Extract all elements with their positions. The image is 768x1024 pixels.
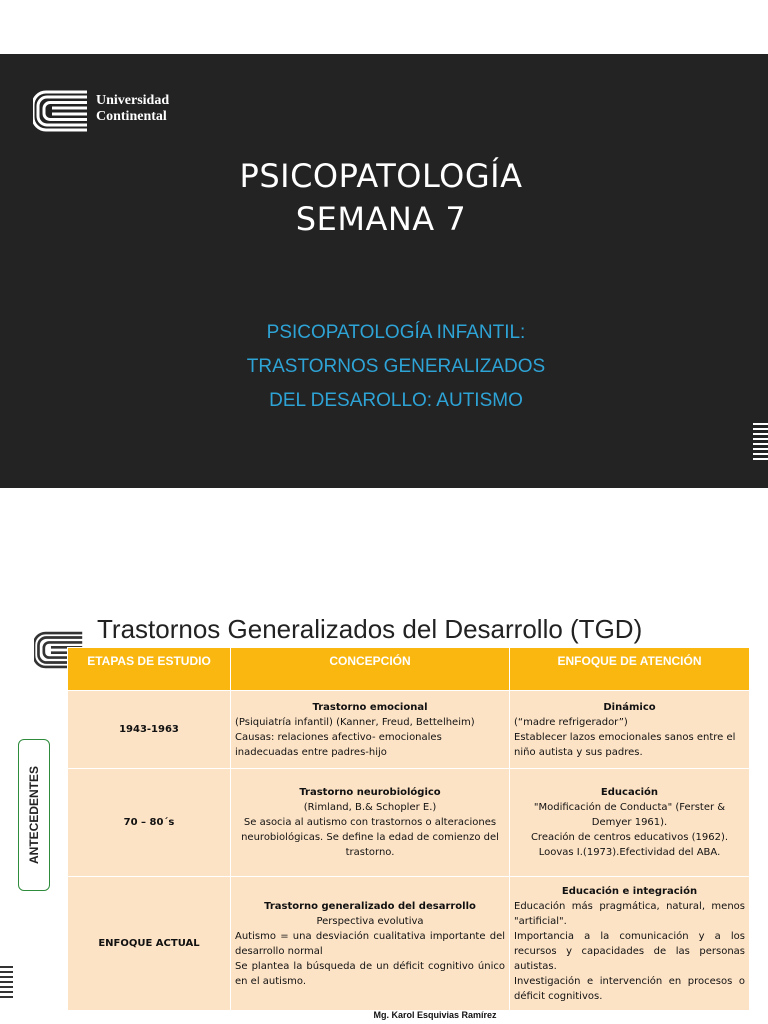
stripes-decoration-icon (0, 966, 13, 1001)
table-row (68, 691, 750, 769)
slide-subtitle (0, 316, 768, 418)
concept-title: Trastorno emocional (312, 701, 428, 713)
author-footer: Mg. Karol Esquivias Ramírez (373, 1010, 497, 1020)
concept-line: (Psiquiatría infantil) (Kanner, Freud, Bettelheim) (235, 716, 475, 728)
universidad-continental-logo-icon (33, 89, 89, 133)
stage-cell: ENFOQUE ACTUAL (68, 877, 231, 1011)
concept-line: Autismo = una desviación cualitativa importante del desarrollo normal (235, 930, 505, 957)
slide-2-title: Trastornos Generalizados del Desarrollo (TGD) (97, 614, 643, 644)
stage-cell: 1943-1963 (68, 691, 231, 769)
focus-line: Loovas I.(1973).Efectividad del ABA. (538, 847, 721, 858)
focus-line: Creación de centros educativos (1962). (530, 832, 729, 843)
table-row (68, 769, 750, 877)
concept-line: Causas: relaciones afectivo- emocionales inadecuadas entre padres-hijo (235, 731, 442, 758)
focus-line: Investigación e intervención en procesos o déficit cognitivos. (514, 975, 745, 1002)
antecedentes-label: ANTECEDENTES (27, 765, 41, 865)
focus-title: Dinámico (603, 701, 656, 713)
title-line-1: PSICOPATOLOGÍA (239, 157, 523, 195)
focus-title: Educación (600, 787, 659, 798)
focus-cell (510, 769, 750, 877)
header-concepcion: CONCEPCIÓN (231, 648, 510, 691)
focus-line: Educación más pragmática, natural, menos "artificial". (514, 900, 745, 927)
focus-line: Importancia a la comunicación y a los recursos y capacidades de las personas autistas. (514, 930, 745, 972)
table-row (68, 877, 750, 1011)
focus-cell (510, 877, 750, 1011)
concept-title: Trastorno neurobiológico (299, 787, 441, 798)
focus-line: Establecer lazos emocionales sanos entre el niño autista y sus padres. (514, 731, 736, 758)
stage-cell: 70 – 80´s (68, 769, 231, 877)
title-slide (0, 54, 768, 488)
focus-cell (510, 691, 750, 769)
concept-cell (231, 769, 510, 877)
focus-line: (“madre refrigerador”) (514, 716, 628, 728)
slide-title (0, 155, 762, 241)
concept-line: Perspectiva evolutiva (316, 915, 424, 927)
focus-title: Educación e integración (561, 885, 698, 897)
logo-line-1: Universidad (96, 93, 170, 108)
subtitle-line-2: TRASTORNOS GENERALIZADOS (246, 356, 546, 377)
concept-cell (231, 877, 510, 1011)
tgd-table (67, 647, 750, 1011)
concept-line: Se asocia al autismo con trastornos o alteraciones neurobiológicas. Se define la edad de comienzo del trastorno. (241, 817, 499, 858)
concept-title: Trastorno generalizado del desarrollo (264, 900, 476, 912)
logo-line-2: Continental (96, 109, 167, 124)
title-line-2: SEMANA 7 (295, 200, 467, 238)
subtitle-line-1: PSICOPATOLOGÍA INFANTIL: (266, 322, 526, 343)
header-enfoque: ENFOQUE DE ATENCIÓN (510, 648, 750, 691)
university-name (96, 93, 169, 125)
stripes-decoration-icon (753, 423, 768, 463)
header-etapas: ETAPAS DE ESTUDIO (68, 648, 231, 691)
concept-line: Se plantea la búsqueda de un déficit cognitivo único en el autismo. (235, 960, 505, 987)
focus-line: "Modificación de Conducta" (Ferster & Demyer 1961). (533, 802, 726, 828)
concept-cell (231, 691, 510, 769)
subtitle-line-3: DEL DESAROLLO: AUTISMO (269, 390, 523, 411)
table-header-row (68, 648, 750, 691)
concept-line: (Rimland, B.& Schopler E.) (303, 802, 437, 813)
